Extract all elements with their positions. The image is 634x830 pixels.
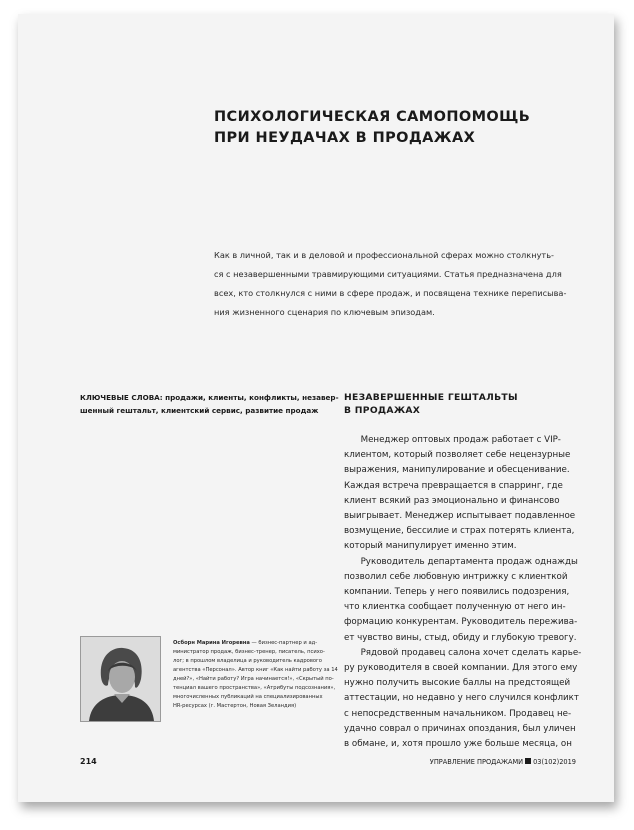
body-line: выигрывает. Менеджер испытывает подавленное: [344, 511, 576, 522]
section-heading-line-1: НЕЗАВЕРШЕННЫЕ ГЕШТАЛЬТЫ: [344, 392, 518, 403]
article-title-line-1: ПСИХОЛОГИЧЕСКАЯ САМОПОМОЩЬ: [214, 109, 531, 125]
section-heading-line-2: В ПРОДАЖАХ: [344, 404, 421, 416]
body-line: что клиентка сообщает полученную от него ин-: [344, 602, 566, 613]
body-line: компании. Теперь у него появились подозрения,: [344, 587, 570, 598]
lead-line: Как в личной, так и в деловой и профессиональной сферах можно столкнуть-: [214, 250, 554, 260]
author-bio-line: HR-ресурсах (г. Мастертон, Новая Зеландия): [173, 703, 297, 709]
page-number: 214: [80, 757, 97, 766]
journal-issue: 03(102)2019: [533, 758, 576, 766]
body-line: ет чувство вины, стыд, обиду и глубокую тревогу.: [344, 632, 577, 643]
author-bio-line: [173, 639, 343, 648]
body-line: Менеджер оптовых продаж работает с VIP-: [344, 435, 561, 445]
article-body: [344, 433, 614, 752]
body-line: который манипулирует именно этим.: [344, 541, 517, 552]
body-line: клиентом, который позволяет себе нецензурные: [344, 450, 571, 461]
body-line: ру руководителя в своей компании. Для этого ему: [344, 663, 578, 674]
author-portrait-image: [81, 637, 160, 721]
body-line: формацию конкурентам. Руководитель пережива-: [344, 617, 578, 628]
square-bullet-icon: [525, 758, 531, 764]
keywords: [80, 392, 339, 417]
body-line: возмущение, бессилие и страх потерять клиента,: [344, 526, 575, 537]
article-title: [214, 107, 530, 149]
body-line: Каждая встреча превращается в спарринг, где: [344, 480, 563, 491]
body-line: в обмане, и, хотя прошло уже больше месяца, он: [344, 739, 572, 750]
lead-line: ния жизненного сценария по ключевым эпизодам.: [214, 307, 435, 317]
author-bio-line: дней?», «Найти работу? Игра начинается!», «Скрытый по-: [173, 676, 334, 682]
body-line: с непосредственным начальником. Продавец не-: [344, 708, 572, 719]
body-line: клиент всякий раз эмоционально и финансово: [344, 495, 560, 506]
body-line: аттестации, но недавно у него случился конфликт: [344, 693, 579, 704]
keywords-line: шенный гештальт, клиентский сервис, развитие продаж: [80, 405, 319, 415]
journal-name: УПРАВЛЕНИЕ ПРОДАЖАМИ: [429, 758, 524, 766]
author-bio-line: лог; в прошлом владелица и руководитель кадрового: [173, 658, 322, 664]
magazine-page: [18, 14, 614, 802]
author-bio-line: тенциал вашего пространства», «Атрибуты подсознания»,: [173, 685, 336, 691]
body-line: нужно получить высокие баллы на предстоящей: [344, 678, 571, 689]
section-heading: [344, 392, 518, 417]
author-bio-line: министратор продаж, бизнес-тренер, писатель, психо-: [173, 649, 325, 655]
body-line: Рядовой продавец салона хочет сделать карье-: [344, 647, 582, 658]
author-name: Осборн Марина Игоревна: [173, 640, 250, 646]
lead-paragraph: [214, 246, 604, 322]
author-bio: [173, 639, 343, 711]
author-photo: [80, 636, 161, 722]
author-bio-line: многочисленных публикаций на специализированных: [173, 694, 323, 700]
lead-line: всех, кто столкнулся с ними в сфере продаж, и посвящена технике переписыва-: [214, 288, 567, 298]
body-line: позволил себе любовную интрижку с клиенткой: [344, 571, 568, 582]
keywords-line: КЛЮЧЕВЫЕ СЛОВА: продажи, клиенты, конфликты, незавер-: [80, 393, 339, 402]
body-line: удачно соврал о причинах опоздания, был уличен: [344, 723, 576, 734]
author-bio-text: — бизнес-партнер и ад-: [249, 640, 318, 646]
body-line: выражения, манипулирование и обесценивание.: [344, 465, 570, 476]
lead-line: ся с незавершенными травмирующими ситуациями. Статья предназначена для: [214, 269, 562, 279]
journal-footer: [430, 758, 576, 766]
author-bio-line: агентства «Персонал». Автор книг «Как найти работу за 14: [173, 667, 338, 673]
article-title-line-2: ПРИ НЕУДАЧАХ В ПРОДАЖАХ: [214, 130, 476, 146]
body-line: Руководитель департамента продаж однажды: [344, 556, 578, 567]
